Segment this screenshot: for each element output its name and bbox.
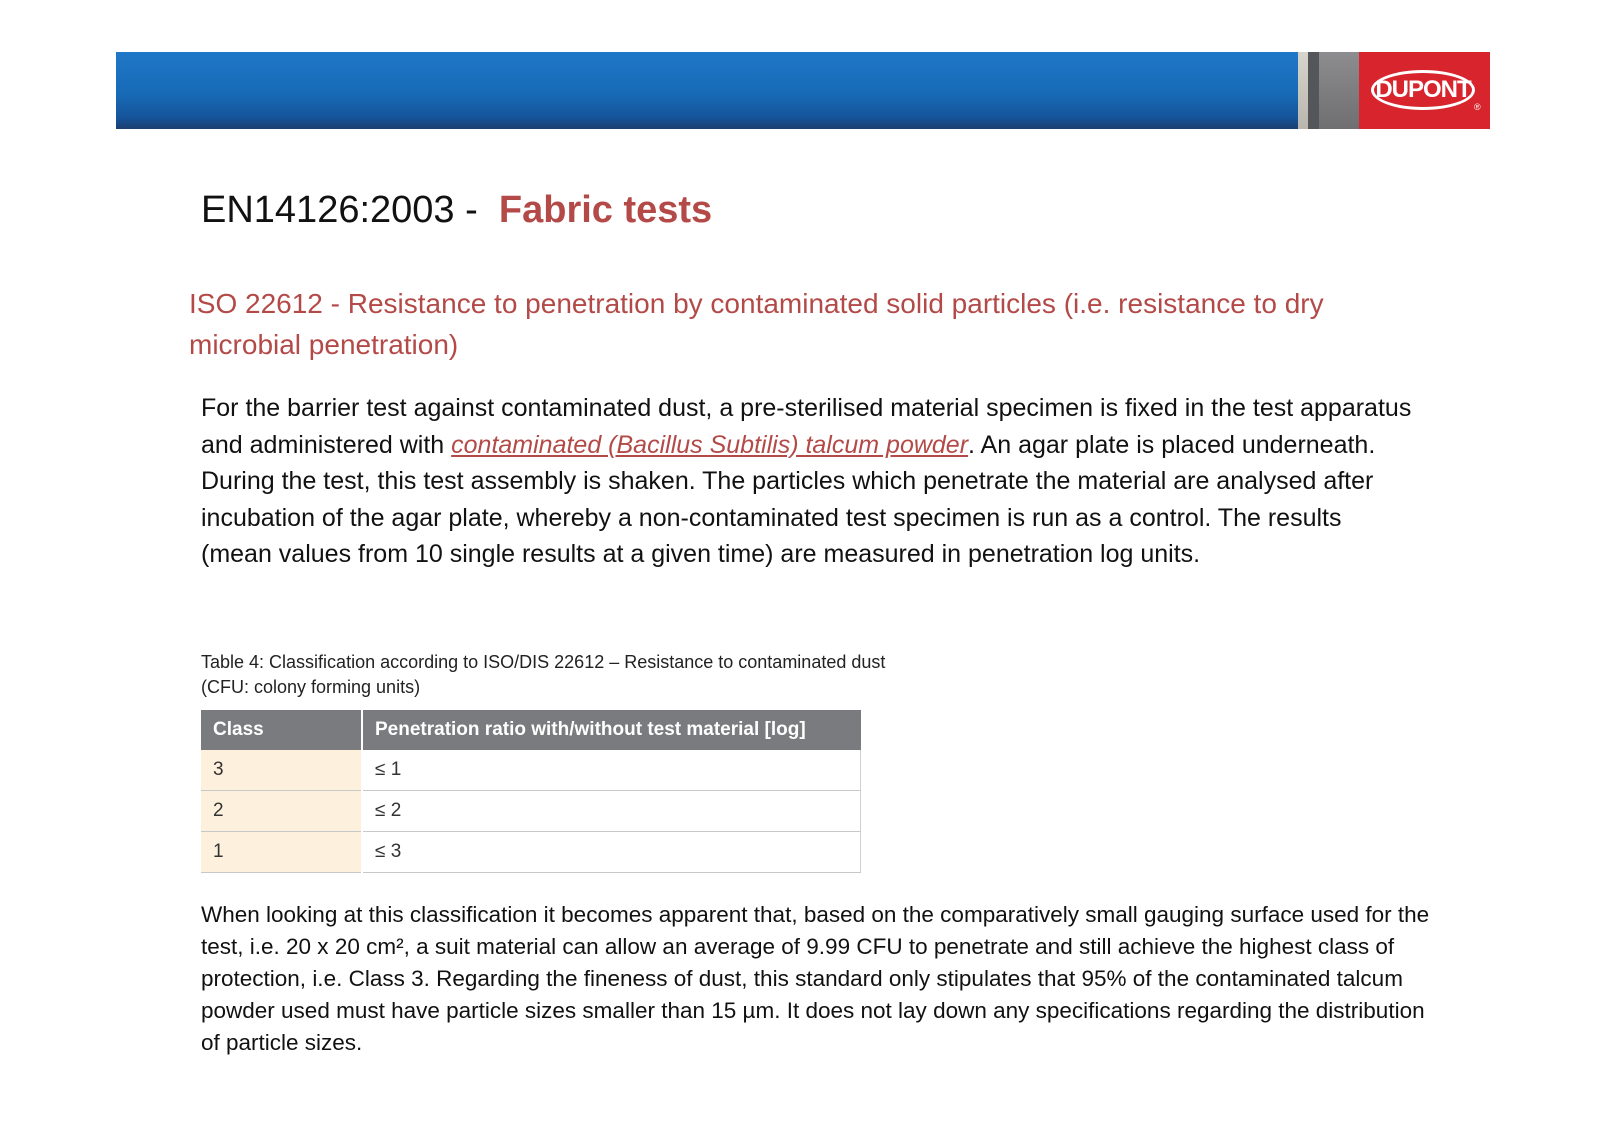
cell-ratio: ≤ 1 xyxy=(362,750,861,791)
table-caption xyxy=(201,650,1021,700)
table-row xyxy=(201,791,861,832)
dupont-logo-oval xyxy=(1371,70,1475,110)
body-text-after-link: . An agar plate is placed underneath. During the test, this test assembly is shaken. The particles which penetrate the material are analysed after incubation of the agar plate, whereby a non-contaminated test specimen is run as a control. The results (mean values from 10 single results at a given time) are measured in penetration log units. xyxy=(201,430,1376,568)
header-stripe-grey xyxy=(1319,52,1359,129)
header-stripe-light xyxy=(1298,52,1308,129)
header-stripe-dark xyxy=(1308,52,1319,129)
cell-class: 3 xyxy=(201,750,362,791)
body-paragraph xyxy=(201,390,1416,573)
registered-mark: ® xyxy=(1474,102,1481,112)
table-caption-line2: (CFU: colony forming units) xyxy=(201,677,421,697)
closing-paragraph: When looking at this classification it becomes apparent that, based on the comparatively small gauging surface used for the test, i.e. 20 x 20 cm², a suit material can allow an average of 9.99 CFU to penetrate and still achieve the highest class of protection, i.e. Class 3. Regarding the fineness of dust, this standard only stipulates that 95% of the contaminated talcum powder used must have particle sizes smaller than 15 µm. It does not lay down any specifications regarding the distribution of particle sizes. xyxy=(201,902,1430,1055)
cell-class: 1 xyxy=(201,832,362,873)
title-accent: Fabric tests xyxy=(498,189,713,231)
title-prefix: EN14126:2003 - xyxy=(201,189,478,231)
body-text-before-link: For the barrier test against contaminated dust, a pre-sterilised material specimen is fixed in the test apparatus and administered with xyxy=(201,394,1412,459)
cell-ratio: ≤ 3 xyxy=(362,832,861,873)
header-penetration-ratio: Penetration ratio with/without test material [log] xyxy=(362,710,861,750)
header-class: Class xyxy=(201,710,362,750)
talcum-powder-link[interactable]: contaminated (Bacillus Subtilis) talcum powder xyxy=(451,430,969,459)
cell-ratio: ≤ 2 xyxy=(362,791,861,832)
dupont-logo-text: DUPONT xyxy=(1375,76,1471,103)
dupont-logo xyxy=(1359,52,1490,129)
section-heading: ISO 22612 - Resistance to penetration by contaminated solid particles (i.e. resistance to dry microbial penetration) xyxy=(189,288,1324,360)
table-row xyxy=(201,832,861,873)
table-row xyxy=(201,750,861,791)
page-title xyxy=(201,186,712,234)
classification-table xyxy=(201,710,861,873)
table-header-row xyxy=(201,710,861,750)
table-caption-line1: Table 4: Classification according to ISO/DIS 22612 – Resistance to contaminated dust xyxy=(201,652,886,672)
cell-class: 2 xyxy=(201,791,362,832)
header-banner xyxy=(116,52,1490,129)
